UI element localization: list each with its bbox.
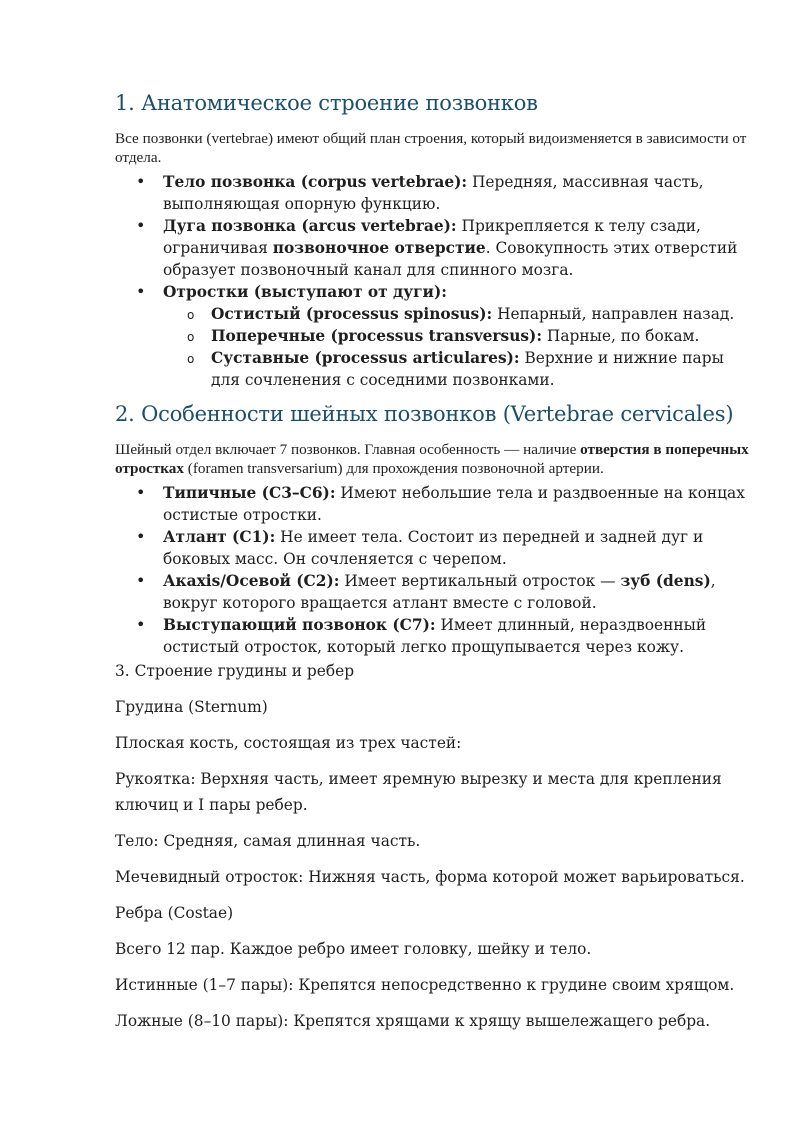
term: Выступающий позвонок (C7):	[163, 616, 436, 634]
list-item	[115, 526, 755, 570]
definition: . Совокупность этих отверстий образует позвоночный канал для спинного мозга.	[163, 239, 738, 279]
section-2-intro	[115, 440, 755, 478]
definition: Непарный, направлен назад.	[492, 305, 735, 323]
term: Тело позвонка (corpus vertebrae):	[163, 173, 468, 191]
section-1-intro: Все позвонки (vertebrae) имеют общий план строения, который видоизменяется в зависимости от отдела.	[115, 130, 747, 166]
sublist-item	[163, 347, 755, 391]
term-inline: зуб (dens)	[620, 572, 711, 590]
term: Акаxis/Осевой (C2):	[163, 572, 340, 590]
paragraph: Мечевидный отросток: Нижняя часть, форма которой может варьироваться.	[115, 868, 745, 886]
definition: Прикрепляется к телу сзади, ограничивая	[163, 217, 701, 257]
definition: Верхние и нижние пары для сочленения с соседними позвонками.	[211, 349, 724, 389]
paragraph: Всего 12 пар. Каждое ребро имеет головку, шейку и тело.	[115, 940, 592, 958]
term: Дуга позвонка (arcus vertebrae):	[163, 217, 457, 235]
section-1-heading: 1. Анатомическое строение позвонков	[115, 91, 538, 115]
section-2-list	[115, 482, 755, 658]
list-item	[115, 171, 755, 215]
intro-bold: отверстия в поперечных отростках	[115, 441, 749, 477]
term: Отростки (выступают от дуги):	[163, 283, 447, 301]
paragraph: Плоская кость, состоящая из трех частей:	[115, 734, 462, 752]
definition: Не имеет тела. Состоит из передней и задней дуг и боковых масс. Он сочленяется с черепом.	[163, 528, 704, 568]
term: Типичные (C3–C6):	[163, 484, 336, 502]
term: Остистый (processus spinosus):	[211, 305, 493, 323]
definition: Имеет длинный, нераздвоенный остистый отросток, который легко прощупывается через кожу.	[163, 616, 707, 656]
definition: Имеет вертикальный отросток —	[339, 572, 621, 590]
paragraph: Ложные (8–10 пары): Крепятся хрящами к хрящу вышележащего ребра.	[115, 1012, 711, 1030]
processes-sublist	[163, 303, 755, 391]
section-1-list	[115, 171, 755, 391]
sublist-item	[163, 325, 755, 347]
intro-text: (foramen transversarium) для прохождения позвоночной артерии.	[184, 460, 604, 477]
definition: Передняя, массивная часть, выполняющая опорную функцию.	[163, 173, 704, 213]
section-3	[115, 658, 755, 1034]
section-3-heading: 3. Строение грудины и ребер	[115, 662, 355, 680]
term: Атлант (C1):	[163, 528, 276, 546]
list-item	[115, 281, 755, 391]
list-item	[115, 215, 755, 281]
list-item	[115, 614, 755, 658]
paragraph: Грудина (Sternum)	[115, 698, 268, 716]
term: Суставные (processus articulares):	[211, 349, 520, 367]
term-inline: позвоночное отверстие	[272, 239, 486, 257]
paragraph: Тело: Средняя, самая длинная часть.	[115, 832, 421, 850]
list-item	[115, 570, 755, 614]
definition: Парные, по бокам.	[542, 327, 700, 345]
paragraph: Истинные (1–7 пары): Крепятся непосредственно к грудине своим хрящом.	[115, 976, 735, 994]
paragraph: Ребра (Costae)	[115, 904, 234, 922]
intro-text: Шейный отдел включает 7 позвонков. Главная особенность — наличие	[115, 441, 581, 458]
document-page	[115, 88, 755, 1044]
definition: Имеют небольшие тела и раздвоенные на концах остистые отростки.	[163, 484, 745, 524]
section-2-heading: 2. Особенности шейных позвонков (Vertebrae cervicales)	[115, 402, 734, 426]
sublist-item	[163, 303, 755, 325]
list-item	[115, 482, 755, 526]
definition: , вокруг которого вращается атлант вместе с головой.	[163, 572, 716, 612]
term: Поперечные (processus transversus):	[211, 327, 543, 345]
paragraph: Рукоятка: Верхняя часть, имеет яремную вырезку и места для крепления ключиц и I пары ребер.	[115, 770, 722, 814]
